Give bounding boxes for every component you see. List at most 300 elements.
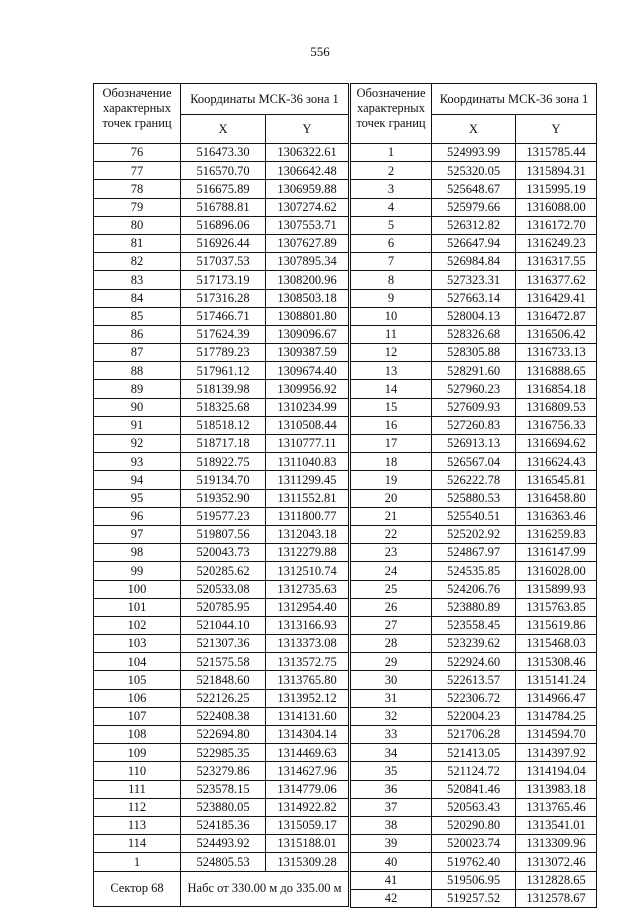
x-coordinate-cell: 517316.28 [181,289,266,307]
table-row [94,362,349,380]
x-coordinate-cell: 527663.14 [432,289,516,307]
y-coordinate-cell: 1316249.23 [516,234,597,252]
y-coordinate-cell: 1313572.75 [266,653,349,671]
table-row [94,598,349,616]
point-number-cell: 108 [94,726,181,744]
point-number-cell: 110 [94,762,181,780]
y-coordinate-cell: 1308200.96 [266,271,349,289]
y-coordinate-cell: 1312043.18 [266,525,349,543]
y-coordinate-cell: 1312954.40 [266,598,349,616]
y-coordinate-cell: 1313373.08 [266,635,349,653]
y-coordinate-cell: 1306322.61 [266,144,349,162]
point-number-cell: 4 [351,198,432,216]
x-coordinate-cell: 521124.72 [432,762,516,780]
table-row [351,162,597,180]
point-number-cell: 96 [94,507,181,525]
point-number-cell: 30 [351,671,432,689]
point-number-cell: 42 [351,889,432,907]
y-coordinate-cell: 1316147.99 [516,544,597,562]
y-coordinate-cell: 1315309.28 [266,853,349,871]
point-number-cell: 95 [94,489,181,507]
y-coordinate-cell: 1308801.80 [266,307,349,325]
point-number-cell: 86 [94,325,181,343]
y-coordinate-cell: 1313541.01 [516,816,597,834]
table-row [351,216,597,234]
y-coordinate-cell: 1316624.43 [516,453,597,471]
point-number-cell: 28 [351,635,432,653]
table-row [94,216,349,234]
table-row [94,144,349,162]
y-coordinate-cell: 1311040.83 [266,453,349,471]
table-row [351,635,597,653]
point-number-cell: 5 [351,216,432,234]
table-row [351,234,597,252]
point-number-cell: 36 [351,780,432,798]
y-coordinate-cell: 1309956.92 [266,380,349,398]
y-coordinate-cell: 1315894.31 [516,162,597,180]
y-coordinate-cell: 1309096.67 [266,325,349,343]
table-row [351,798,597,816]
point-designation-header: Обозначение характерных точек границ [94,84,181,144]
point-number-cell: 98 [94,544,181,562]
coordinates-header: Координаты МСК-36 зона 1 [181,84,349,115]
y-coordinate-cell: 1314469.63 [266,744,349,762]
coordinates-table-left [93,83,349,907]
table-row [94,562,349,580]
y-coordinate-cell: 1316888.65 [516,362,597,380]
point-number-cell: 27 [351,616,432,634]
point-number-cell: 10 [351,307,432,325]
point-number-cell: 11 [351,325,432,343]
table-row [351,180,597,198]
point-number-cell: 39 [351,835,432,853]
x-coordinate-cell: 528305.88 [432,344,516,362]
x-coordinate-cell: 523578.15 [181,780,266,798]
y-coordinate-cell: 1315763.85 [516,598,597,616]
point-number-cell: 92 [94,435,181,453]
point-number-cell: 41 [351,871,432,889]
point-number-cell: 35 [351,762,432,780]
x-coordinate-cell: 527960.23 [432,380,516,398]
table-row [351,416,597,434]
x-coordinate-cell: 521575.58 [181,653,266,671]
point-number-cell: 21 [351,507,432,525]
x-coordinate-cell: 517789.23 [181,344,266,362]
x-coordinate-cell: 521848.60 [181,671,266,689]
x-coordinate-cell: 520285.62 [181,562,266,580]
point-number-cell: 80 [94,216,181,234]
x-coordinate-cell: 524206.76 [432,580,516,598]
table-row [351,362,597,380]
y-coordinate-cell: 1316733.13 [516,344,597,362]
y-coordinate-cell: 1313309.96 [516,835,597,853]
y-coordinate-cell: 1316259.83 [516,525,597,543]
x-coordinate-cell: 527323.31 [432,271,516,289]
table-row [94,525,349,543]
table-row [94,580,349,598]
y-coordinate-cell: 1312578.67 [516,889,597,907]
y-coordinate-cell: 1307274.62 [266,198,349,216]
y-coordinate-cell: 1314304.14 [266,726,349,744]
y-coordinate-cell: 1310777.11 [266,435,349,453]
table-row [351,853,597,871]
point-number-cell: 9 [351,289,432,307]
x-coordinate-cell: 525202.92 [432,525,516,543]
table-row [351,253,597,271]
table-row [351,689,597,707]
table-row [351,889,597,907]
sector-label: Сектор 68 [94,871,181,906]
y-coordinate-cell: 1313765.80 [266,671,349,689]
point-number-cell: 1 [351,144,432,162]
point-number-cell: 25 [351,580,432,598]
y-coordinate-cell: 1312279.88 [266,544,349,562]
y-coordinate-cell: 1310234.99 [266,398,349,416]
table-row [351,562,597,580]
x-coordinate-cell: 516570.70 [181,162,266,180]
point-number-cell: 103 [94,635,181,653]
x-coordinate-cell: 528004.13 [432,307,516,325]
x-coordinate-cell: 518139.98 [181,380,266,398]
point-number-cell: 22 [351,525,432,543]
x-coordinate-cell: 524805.53 [181,853,266,871]
point-number-cell: 79 [94,198,181,216]
table-row [94,234,349,252]
y-coordinate-cell: 1312510.74 [266,562,349,580]
x-coordinate-cell: 518717.18 [181,435,266,453]
table-row [351,744,597,762]
x-coordinate-cell: 526913.13 [432,435,516,453]
y-coordinate-cell: 1306642.48 [266,162,349,180]
point-number-cell: 81 [94,234,181,252]
table-row [94,162,349,180]
table-row [351,435,597,453]
x-coordinate-cell: 516926.44 [181,234,266,252]
x-coordinate-cell: 517037.53 [181,253,266,271]
point-number-cell: 18 [351,453,432,471]
table-row [351,507,597,525]
point-number-cell: 31 [351,689,432,707]
point-number-cell: 82 [94,253,181,271]
table-row [94,507,349,525]
x-coordinate-cell: 516896.06 [181,216,266,234]
point-number-cell: 91 [94,416,181,434]
point-number-cell: 12 [351,344,432,362]
y-coordinate-cell: 1313983.18 [516,780,597,798]
point-number-cell: 8 [351,271,432,289]
x-coordinate-cell: 524535.85 [432,562,516,580]
point-number-cell: 15 [351,398,432,416]
point-number-cell: 19 [351,471,432,489]
y-coordinate-cell: 1314966.47 [516,689,597,707]
table-row [94,253,349,271]
y-column-header: Y [516,115,597,144]
x-coordinate-cell: 518325.68 [181,398,266,416]
point-number-cell: 76 [94,144,181,162]
y-coordinate-cell: 1307895.34 [266,253,349,271]
table-row [351,198,597,216]
table-row [94,816,349,834]
y-coordinate-cell: 1316172.70 [516,216,597,234]
page-number: 556 [310,44,330,59]
x-coordinate-cell: 525979.66 [432,198,516,216]
point-number-cell: 87 [94,344,181,362]
x-coordinate-cell: 522408.38 [181,707,266,725]
y-coordinate-cell: 1316472.87 [516,307,597,325]
point-number-cell: 88 [94,362,181,380]
point-number-cell: 93 [94,453,181,471]
x-coordinate-cell: 523279.86 [181,762,266,780]
table-row [351,616,597,634]
x-coordinate-cell: 525880.53 [432,489,516,507]
point-number-cell: 113 [94,816,181,834]
table-row [94,416,349,434]
point-number-cell: 109 [94,744,181,762]
table-row [94,616,349,634]
table-row [351,871,597,889]
y-coordinate-cell: 1312828.65 [516,871,597,889]
table-row [351,307,597,325]
point-number-cell: 85 [94,307,181,325]
y-coordinate-cell: 1316809.53 [516,398,597,416]
x-coordinate-cell: 519352.90 [181,489,266,507]
x-coordinate-cell: 523880.05 [181,798,266,816]
x-coordinate-cell: 522613.57 [432,671,516,689]
y-coordinate-cell: 1316458.80 [516,489,597,507]
x-coordinate-cell: 520841.46 [432,780,516,798]
table-row [94,798,349,816]
point-number-cell: 38 [351,816,432,834]
x-coordinate-cell: 526647.94 [432,234,516,252]
x-coordinate-cell: 517173.19 [181,271,266,289]
point-number-cell: 34 [351,744,432,762]
point-number-cell: 6 [351,234,432,252]
table-row [351,598,597,616]
point-number-cell: 78 [94,180,181,198]
table-row [94,180,349,198]
x-coordinate-cell: 520533.08 [181,580,266,598]
point-number-cell: 104 [94,653,181,671]
y-coordinate-cell: 1316506.42 [516,325,597,343]
point-number-cell: 94 [94,471,181,489]
y-coordinate-cell: 1315995.19 [516,180,597,198]
x-coordinate-cell: 520785.95 [181,598,266,616]
table-row [94,780,349,798]
y-coordinate-cell: 1316545.81 [516,471,597,489]
y-coordinate-cell: 1313166.93 [266,616,349,634]
table-row [94,325,349,343]
point-number-cell: 112 [94,798,181,816]
point-number-cell: 3 [351,180,432,198]
x-coordinate-cell: 520043.73 [181,544,266,562]
table-row [94,671,349,689]
table-row [94,835,349,853]
y-coordinate-cell: 1315188.01 [266,835,349,853]
x-coordinate-cell: 521413.05 [432,744,516,762]
x-coordinate-cell: 526222.78 [432,471,516,489]
x-coordinate-cell: 520023.74 [432,835,516,853]
point-number-cell: 89 [94,380,181,398]
x-coordinate-cell: 525320.05 [432,162,516,180]
y-coordinate-cell: 1314779.06 [266,780,349,798]
x-coordinate-cell: 516675.89 [181,180,266,198]
x-coordinate-cell: 519506.95 [432,871,516,889]
x-coordinate-cell: 522694.80 [181,726,266,744]
table-row [351,580,597,598]
y-coordinate-cell: 1315059.17 [266,816,349,834]
y-coordinate-cell: 1314784.25 [516,707,597,725]
point-number-cell: 97 [94,525,181,543]
table-row [351,707,597,725]
table-row [94,689,349,707]
point-number-cell: 105 [94,671,181,689]
x-coordinate-cell: 526312.82 [432,216,516,234]
point-number-cell: 90 [94,398,181,416]
table-row [94,398,349,416]
table-row [351,471,597,489]
table-row [351,325,597,343]
point-number-cell: 83 [94,271,181,289]
table-row [351,289,597,307]
x-coordinate-cell: 522126.25 [181,689,266,707]
x-coordinate-cell: 516473.30 [181,144,266,162]
table-row [94,271,349,289]
y-coordinate-cell: 1316756.33 [516,416,597,434]
y-coordinate-cell: 1311552.81 [266,489,349,507]
point-number-cell: 107 [94,707,181,725]
y-coordinate-cell: 1315468.03 [516,635,597,653]
point-number-cell: 29 [351,653,432,671]
table-row [351,816,597,834]
x-coordinate-cell: 521044.10 [181,616,266,634]
table-row [351,380,597,398]
x-coordinate-cell: 525540.51 [432,507,516,525]
point-number-cell: 84 [94,289,181,307]
x-coordinate-cell: 524185.36 [181,816,266,834]
y-coordinate-cell: 1313765.46 [516,798,597,816]
point-number-cell: 33 [351,726,432,744]
x-coordinate-cell: 519257.52 [432,889,516,907]
table-row [351,144,597,162]
x-coordinate-cell: 528326.68 [432,325,516,343]
x-coordinate-cell: 522306.72 [432,689,516,707]
x-coordinate-cell: 528291.60 [432,362,516,380]
table-row [351,835,597,853]
y-coordinate-cell: 1315141.24 [516,671,597,689]
coordinates-table-right [350,83,597,908]
table-row [94,489,349,507]
table-row [94,198,349,216]
x-coordinate-cell: 523239.62 [432,635,516,653]
point-number-cell: 14 [351,380,432,398]
table-row [351,271,597,289]
table-row [351,544,597,562]
x-column-header: X [181,115,266,144]
table-row [94,544,349,562]
x-coordinate-cell: 519577.23 [181,507,266,525]
point-number-cell: 106 [94,689,181,707]
y-coordinate-cell: 1307627.89 [266,234,349,252]
x-coordinate-cell: 526567.04 [432,453,516,471]
x-coordinate-cell: 520563.43 [432,798,516,816]
x-coordinate-cell: 518518.12 [181,416,266,434]
table-row [94,744,349,762]
point-number-cell: 7 [351,253,432,271]
table-row [351,726,597,744]
table-row [94,380,349,398]
point-number-cell: 20 [351,489,432,507]
point-designation-header: Обозначение характерных точек границ [351,84,432,144]
point-number-cell: 77 [94,162,181,180]
y-coordinate-cell: 1314397.92 [516,744,597,762]
y-coordinate-cell: 1313952.12 [266,689,349,707]
point-number-cell: 1 [94,853,181,871]
x-column-header: X [432,115,516,144]
x-coordinate-cell: 519134.70 [181,471,266,489]
point-number-cell: 17 [351,435,432,453]
y-coordinate-cell: 1311299.45 [266,471,349,489]
x-coordinate-cell: 519762.40 [432,853,516,871]
coordinates-header: Координаты МСК-36 зона 1 [432,84,597,115]
point-number-cell: 100 [94,580,181,598]
table-row [351,780,597,798]
point-number-cell: 24 [351,562,432,580]
point-number-cell: 23 [351,544,432,562]
y-coordinate-cell: 1314194.04 [516,762,597,780]
y-coordinate-cell: 1309674.40 [266,362,349,380]
table-row [351,653,597,671]
y-coordinate-cell: 1308503.18 [266,289,349,307]
point-number-cell: 26 [351,598,432,616]
point-number-cell: 2 [351,162,432,180]
y-coordinate-cell: 1315899.93 [516,580,597,598]
y-coordinate-cell: 1316854.18 [516,380,597,398]
table-row [351,398,597,416]
x-coordinate-cell: 524993.99 [432,144,516,162]
x-coordinate-cell: 525648.67 [432,180,516,198]
y-coordinate-cell: 1313072.46 [516,853,597,871]
height-range-note: Набс от 330.00 м до 335.00 м [181,871,349,906]
table-row [94,344,349,362]
x-coordinate-cell: 524493.92 [181,835,266,853]
x-coordinate-cell: 522004.23 [432,707,516,725]
x-coordinate-cell: 518922.75 [181,453,266,471]
y-column-header: Y [266,115,349,144]
table-row [94,435,349,453]
y-coordinate-cell: 1316028.00 [516,562,597,580]
table-row [94,471,349,489]
x-coordinate-cell: 527260.83 [432,416,516,434]
y-coordinate-cell: 1309387.59 [266,344,349,362]
y-coordinate-cell: 1316363.46 [516,507,597,525]
table-row [351,453,597,471]
x-coordinate-cell: 522924.60 [432,653,516,671]
y-coordinate-cell: 1307553.71 [266,216,349,234]
y-coordinate-cell: 1314131.60 [266,707,349,725]
x-coordinate-cell: 523880.89 [432,598,516,616]
table-row [351,671,597,689]
y-coordinate-cell: 1316377.62 [516,271,597,289]
table-row [94,635,349,653]
y-coordinate-cell: 1316429.41 [516,289,597,307]
y-coordinate-cell: 1316088.00 [516,198,597,216]
point-number-cell: 13 [351,362,432,380]
x-coordinate-cell: 521706.28 [432,726,516,744]
x-coordinate-cell: 520290.80 [432,816,516,834]
x-coordinate-cell: 524867.97 [432,544,516,562]
y-coordinate-cell: 1315619.86 [516,616,597,634]
y-coordinate-cell: 1316317.55 [516,253,597,271]
